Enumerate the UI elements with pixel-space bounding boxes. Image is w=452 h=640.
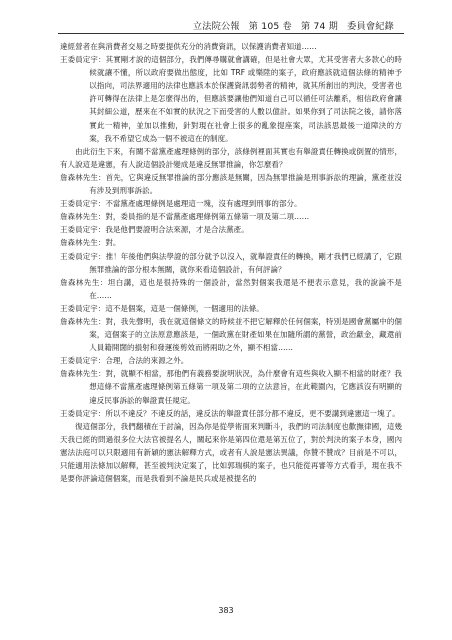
paragraph-text: 坦白講，這也是很持殊的一個設計，當然對個案我還是不便表示意見，我的說論不是在……: [89, 277, 402, 300]
text-paragraph: [60, 40, 402, 53]
speech-paragraph: [60, 223, 402, 236]
speech-paragraph: [60, 302, 402, 315]
speech-paragraph: [60, 250, 402, 276]
paragraph-text: 對，就顯不相當，那他們有義務要說明狀況，為什麼會有這些與收入顯不相當的財產？我想這條不當黨產處理條例第五條第一項及第二項的立法意旨，在此範圍內，它應該沒有明顯的違反民事訴訟的舉證責任規定。: [89, 369, 402, 405]
speaker-label: 王委員定宇：: [60, 55, 106, 65]
page-number: 383: [218, 606, 234, 615]
header-rule: [58, 33, 404, 34]
paragraph-text: 對。: [105, 238, 121, 248]
speech-paragraph: [60, 315, 402, 354]
paragraph-text: 所以不違反？不違反的話，違反法的舉證責任部分都不違反，更不要講到違憲這一塊了。: [105, 408, 400, 418]
speech-paragraph: [60, 354, 402, 367]
speaker-label: 詹森林先生：: [60, 369, 106, 379]
speech-paragraph: [60, 367, 402, 406]
speech-paragraph: [60, 276, 402, 302]
section-title: 委員會紀錄: [347, 21, 394, 32]
paragraph-text: 首先，它與違反無罪推論的部分應該是無關，因為無罪推論是刑事訴訟的理論，黨產並沒有涉及到刑事訴訟。: [89, 172, 402, 196]
paragraph-text: 違經營者在與消費者交易之時要提供充分的消費資訊，以保護消費者知道……: [60, 42, 317, 51]
paragraph-text: 這不是個案，這是一個條例，一個適用的法條。: [105, 303, 264, 313]
paragraph-text: 由此衍生下來，有關不當黨產處理條例的部分，該條例裡面其實也有舉證責任轉換或倒置的情形，有人說這是違憲，有人說這個設計變成是違反無罪推論，你怎麼看？: [60, 146, 402, 169]
page-header: [193, 18, 394, 32]
text-paragraph: [60, 145, 402, 171]
publication-name: 立法院公報: [192, 21, 240, 32]
paragraph-text: 合理，合法的來源之外。: [105, 356, 189, 366]
speech-paragraph: [60, 53, 402, 145]
speaker-label: 詹森林先生：: [60, 172, 106, 182]
speech-paragraph: [60, 407, 402, 420]
transcript-body: [60, 40, 402, 485]
paragraph-text: 對，委員指的是不當黨產處理條例第五條第一項及第二項……: [105, 212, 310, 222]
speech-paragraph: [60, 171, 402, 197]
speaker-label: 詹森林先生：: [60, 238, 106, 248]
speech-paragraph: [60, 197, 402, 210]
paragraph-text: 復這個部分，我們翻積在于討論，因為你是從學術面來判斷斗，我們的司法制度也歡撫律國，這幾天我已經的問過很多位大法官被提名人，關起來你是第四位還是第五位了，對於判決的案子本身，國內憲法法庭可以只限適用有新穎的憲法解釋方式，或者有人說是憲法異議，你贊不贊成？目前是不可以，只能適用法條加以解釋，甚至被判決定案了，比如郭瑞棋的案子，也只能從再審等方式看手，現在我不是要你評論這個個案，而是我看到不論是民兵或是被提名的: [60, 421, 402, 484]
text-paragraph: [60, 420, 402, 485]
paragraph-text: 其實剛才說的這個部分，我們傳尋購就會講確，但是社會大眾，尤其受害者大多款心的時候就讓不懂，所以政府要做出態度，比如 TRF 或樂陞的案子，政府應該就這個法條的精神予以指向，司法界適用的法律也應該本於保護資訊弱勢者的精神，就其所創出的判決，受害者也許可轉得在法律上是怎麼得出的，但應該要讓他們知道自己可以循任可法離系，相信政府會讓其封細公道，歷來在不如實的狀況之下而受害的人數以億計。如果你到了司法院之後，請你落實此一精神，並加以推動，針對現在社會上很多的亂象提座案，司法該思最後一道障決的方案，我不希望它成為一個不被這在的制度。: [89, 55, 402, 143]
speaker-label: 王委員定宇：: [60, 303, 106, 313]
speaker-label: 詹森林先生：: [60, 316, 106, 326]
volume-number: 第 105 卷: [248, 21, 292, 32]
speaker-label: 王委員定宇：: [60, 251, 106, 261]
speaker-label: 詹森林先生：: [60, 277, 108, 287]
paragraph-text: 對，我先聲明，我在就這個條文的時候並不把它解釋於任何個案，特別是國會黨屬中的個案，這個案子的立法原意應該是，一個政黨在財產如果在加隨所謂的黨營，政治獻金，藏還前人員籍開闊的損射和發運後剪效而將兩助之外，顯不相當……: [89, 316, 402, 353]
paragraph-text: 不當黨產處理條例是處理這一塊，沒有處理到刑事的部分。: [105, 199, 302, 209]
paragraph-text: 推！年後他們與法學證的部分就予以沒入，就舉證責任的轉換，剛才我們已經講了，它跟無罪推論的部分根本無關，就你來看這個設計，有何評論？: [89, 251, 402, 274]
speech-paragraph: [60, 210, 402, 223]
speaker-label: 王委員定宇：: [60, 199, 106, 209]
speech-paragraph: [60, 236, 402, 249]
speaker-label: 詹森林先生：: [60, 212, 106, 222]
issue-number: 第 74 期: [300, 21, 339, 32]
speaker-label: 王委員定宇：: [60, 356, 106, 366]
speaker-label: 王委員定宇：: [60, 225, 106, 235]
speaker-label: 王委員定宇：: [60, 408, 106, 418]
paragraph-text: 我是他們要證明合法來源，才是合法黨產。: [105, 225, 249, 235]
